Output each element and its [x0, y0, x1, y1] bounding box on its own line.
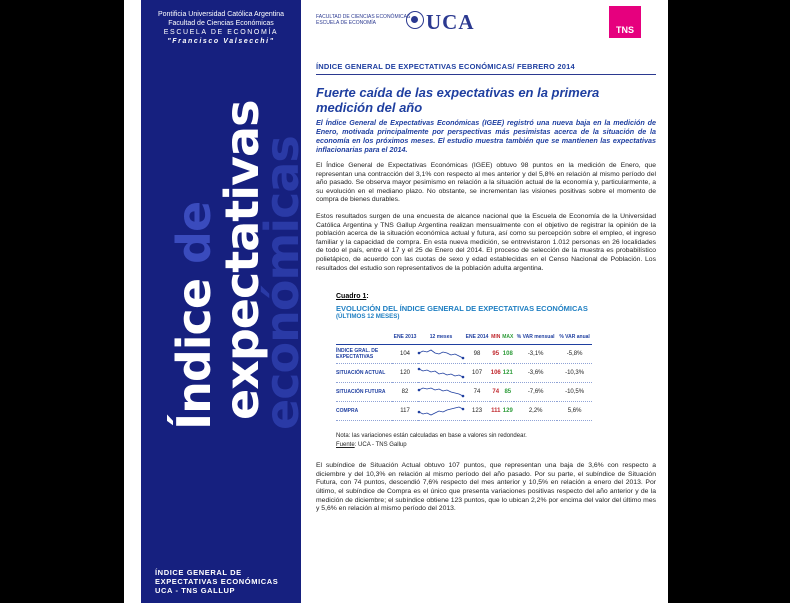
cuadro-subtitle: (ÚLTIMOS 12 MESES) [336, 313, 400, 321]
cell-ene2013: 120 [392, 364, 418, 383]
headline: Fuerte caída de las expectativas en la primera medición del año [316, 85, 600, 115]
cell-ene2013: 82 [392, 383, 418, 402]
document-page [124, 0, 668, 603]
vertical-word-de: de [167, 201, 221, 264]
col-var-anual: % VAR anual [557, 334, 592, 345]
body-paragraph-2: Estos resultados surgen de una encuesta de alcance nacional que la Escuela de Economía de la Universidad Católica Argentina y TNS Gallup Argentina realizan mensualmente con el objetivo de registrar la opinión de la población acerca de la situación económica actual y futura, así como su percepción sobre el empleo, el ingreso familiar y la capacidad de compra. En esta nueva medición, se entrevistaron 1.012 personas en 26 localidades de todo el país, entre el 17 y el 25 de Enero del 2014. El proceso de selección de la muestra es probabilístico polietápico, de acuerdo con las cuotas de sexo y edad establecidas en el Censo Nacional de Población. Los resultados del estudio son representativos de la población adulta argentina. [316, 212, 656, 272]
sidebar-footer [155, 568, 278, 595]
cell-max: 85 [501, 383, 514, 402]
sparkline-igee [418, 347, 464, 361]
cell-var-mensual: -3,6% [514, 364, 557, 383]
uca-subtext-line-2: ESCUELA DE ECONOMÍA [316, 20, 377, 26]
cell-ene2014: 74 [464, 383, 490, 402]
col-max: MAX [501, 334, 514, 345]
table-row [336, 402, 592, 421]
uca-seal-icon [406, 11, 424, 29]
cell-var-mensual: -7,6% [514, 383, 557, 402]
col-ene2014: ENE 2014 [464, 334, 490, 345]
cell-var-anual: -10,3% [557, 364, 592, 383]
cuadro-1 [336, 285, 626, 448]
body-paragraph-1: El Índice General de Expectativas Económicas (IGEE) obtuvo 98 puntos en la medición de Enero, que representan una contracción del 3,1% con respecto al mes anterior y del 5,8% en relación al mismo período del año pasado. Se observa mayor pesimismo en relación a la situación actual de la economía y, particularmente, a su evolución en el mediano plazo. No obstante, se incrementan las visiones positivas sobre el momento de compra de bienes durables. [316, 162, 656, 204]
cell-var-mensual: -3,1% [514, 345, 557, 364]
col-var-mensual: % VAR mensual [514, 334, 557, 345]
sparkline-cell [418, 364, 464, 383]
sidebar-header [141, 0, 301, 46]
cell-var-mensual: 2,2% [514, 402, 557, 421]
sparkline-cell [418, 345, 464, 364]
uca-subtext [316, 14, 410, 26]
sparkline-cell [418, 402, 464, 421]
faculty-name: Facultad de Ciencias Económicas [168, 20, 274, 27]
row-label: COMPRA [336, 402, 392, 421]
cell-ene2013: 104 [392, 345, 418, 364]
col-months: 12 meses [418, 334, 464, 345]
table-note: Nota: las variaciones están calculadas en base a valores sin redondear. [336, 433, 527, 440]
header [316, 0, 656, 50]
sidebar [141, 0, 309, 603]
sparkline-compra [418, 404, 464, 418]
lead-paragraph: El Índice General de Expectativas Económicas (IGEE) registró una nueva baja en la medición de Enero, motivada principalmente por perspectivas más pesimistas acerca de la situación de la economía en los próximos meses. El estudio muestra también que se mantienen las expectativas inflacionarias para el 2014. [316, 118, 656, 154]
source-text: : UCA - TNS Gallup [354, 442, 407, 449]
source-label: Fuente [336, 442, 355, 449]
table-row [336, 364, 592, 383]
cell-min: 74 [490, 383, 501, 402]
row-label: SITUACIÓN FUTURA [336, 383, 392, 402]
table-header-row [336, 334, 592, 345]
expectations-table [336, 334, 592, 421]
sparkline-cell [418, 383, 464, 402]
table-row [336, 383, 592, 402]
vertical-title-economicas: económicas [255, 136, 309, 430]
table-row [336, 345, 592, 364]
tns-logo: TNS [609, 6, 641, 38]
kicker-divider [316, 74, 656, 75]
cell-var-anual: -5,8% [557, 345, 592, 364]
cell-ene2014: 98 [464, 345, 490, 364]
cell-ene2013: 117 [392, 402, 418, 421]
vertical-title-expectativas: expectativas [215, 100, 269, 420]
cell-var-anual: 5,6% [557, 402, 592, 421]
col-min: MIN [490, 334, 501, 345]
school-name: ESCUELA DE ECONOMÍA [163, 29, 279, 36]
sidebar-footer-line-3: UCA - TNS GALLUP [155, 586, 236, 595]
col-label [336, 334, 392, 345]
sparkline-situacion-futura [418, 385, 464, 399]
cell-var-anual: -10,5% [557, 383, 592, 402]
row-label: ÍNDICE GRAL. DE EXPECTATIVAS [336, 345, 392, 364]
sparkline-situacion-actual [418, 366, 464, 380]
col-ene2013: ENE 2013 [392, 334, 418, 345]
row-label: SITUACIÓN ACTUAL [336, 364, 392, 383]
main-content [316, 0, 656, 514]
vertical-title-indice [167, 201, 221, 430]
cell-ene2014: 107 [464, 364, 490, 383]
cuadro-label-colon: : [366, 293, 369, 301]
cell-min: 111 [490, 402, 501, 421]
body-paragraph-3: El subíndice de Situación Actual obtuvo 107 puntos, que representan una baja de 3,6% con respecto a diciembre y del 10,3% en relación al mismo período del año pasado. Por su parte, el subíndice de Situación Futura, con 74 puntos, descendió 7,6% respecto del mes anterior y 10,5% en relación a enero del 2013. Por último, el subíndice de Compra es el único que presenta variaciones positivas respecto del año anterior y de la medición de diciembre; el subíndice obtiene 123 puntos, que lo ubican 2,2% por encima del valor del último mes y 5,6% en relación al mismo período del 2013. [316, 462, 656, 513]
uca-subtext-line-1: FACULTAD DE CIENCIAS ECONÓMICAS [316, 14, 411, 20]
school-dedication: "Francisco Valsecchi" [167, 38, 275, 45]
cell-min: 95 [490, 345, 501, 364]
uca-logo: UCA [426, 10, 475, 34]
cell-min: 106 [490, 364, 501, 383]
cell-max: 121 [501, 364, 514, 383]
cell-max: 108 [501, 345, 514, 364]
university-name: Pontificia Universidad Católica Argentina [157, 11, 285, 18]
cuadro-title: EVOLUCIÓN DEL ÍNDICE GENERAL DE EXPECTATIVAS ECONÓMICAS [336, 304, 588, 314]
cell-ene2014: 123 [464, 402, 490, 421]
cuadro-label: Cuadro 1 [336, 293, 367, 301]
cuadro-label-line [336, 285, 626, 303]
vertical-word-indice: Índice [167, 278, 221, 430]
table-source [336, 442, 626, 448]
report-kicker: ÍNDICE GENERAL DE EXPECTATIVAS ECONÓMICAS/ FEBRERO 2014 [316, 62, 575, 71]
cell-max: 129 [501, 402, 514, 421]
sidebar-footer-line-2: EXPECTATIVAS ECONÓMICAS [155, 577, 279, 586]
sidebar-footer-line-1: ÍNDICE GENERAL DE [155, 568, 242, 577]
